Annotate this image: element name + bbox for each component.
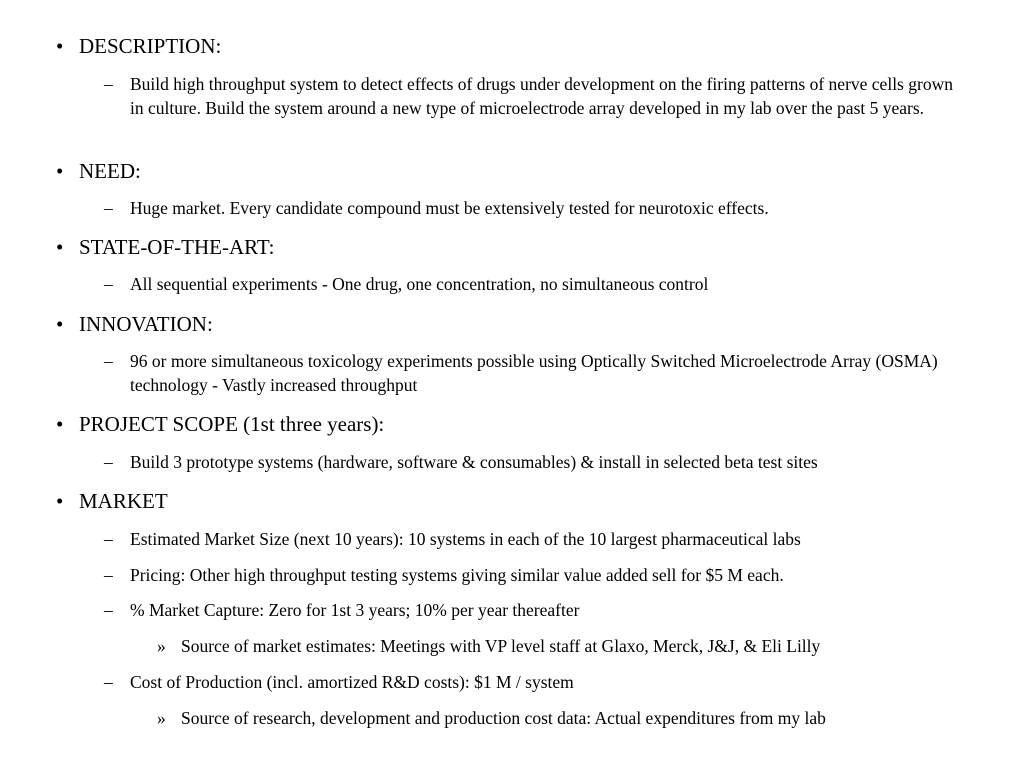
- innovation-text: 96 or more simultaneous toxicology experiments possible using Optically Switched Microelectrode Array (OSMA) technology - Vastly increased throughput: [130, 351, 938, 395]
- bullet-marker: •: [56, 235, 64, 259]
- heading-text: STATE-OF-THE-ART:: [79, 235, 275, 259]
- cost-of-production-item: [104, 670, 964, 694]
- state-of-the-art-text: All sequential experiments - One drug, one concentration, no simultaneous control: [130, 274, 709, 294]
- market-source-text: Source of market estimates: Meetings with VP level staff at Glaxo, Merck, J&J, & Eli Lilly: [181, 636, 821, 656]
- need-item: [104, 196, 964, 220]
- bullet-marker: •: [56, 312, 64, 336]
- heading-text: PROJECT SCOPE (1st three years):: [79, 412, 385, 436]
- dash-marker: –: [104, 274, 113, 294]
- project-scope-text: Build 3 prototype systems (hardware, software & consumables) & install in selected beta test sites: [130, 452, 818, 472]
- market-size-text: Estimated Market Size (next 10 years): 10 systems in each of the 10 largest pharmaceutical labs: [130, 529, 801, 549]
- heading-text: DESCRIPTION:: [79, 34, 222, 58]
- project-scope-item: [104, 450, 964, 474]
- heading-text: MARKET: [79, 489, 168, 513]
- bullet-marker: •: [56, 34, 64, 58]
- dash-marker: –: [104, 565, 113, 585]
- bullet-marker: •: [56, 489, 64, 513]
- market-capture-item: [104, 598, 964, 622]
- bullet-marker: •: [56, 159, 64, 183]
- chevron-marker: »: [157, 708, 166, 728]
- state-of-the-art-item: [104, 272, 964, 296]
- dash-marker: –: [104, 529, 113, 549]
- dash-marker: –: [104, 452, 113, 472]
- description-item: [104, 72, 964, 120]
- market-size-item: [104, 527, 964, 551]
- dash-marker: –: [104, 351, 113, 371]
- dash-marker: –: [104, 672, 113, 692]
- description-text: Build high throughput system to detect effects of drugs under development on the firing patterns of nerve cells grown in culture. Build the system around a new type of microelectrode array developed in my lab over the past 5 years.: [130, 74, 953, 118]
- dash-marker: –: [104, 600, 113, 620]
- pricing-text: Pricing: Other high throughput testing systems giving similar value added sell for $5 M each.: [130, 565, 784, 585]
- innovation-item: [104, 349, 964, 397]
- pricing-item: [104, 563, 964, 587]
- chevron-marker: »: [157, 636, 166, 656]
- cost-of-production-text: Cost of Production (incl. amortized R&D costs): $1 M / system: [130, 672, 574, 692]
- bullet-marker: •: [56, 412, 64, 436]
- heading-text: NEED:: [79, 159, 141, 183]
- dash-marker: –: [104, 74, 113, 94]
- heading-text: INNOVATION:: [79, 312, 213, 336]
- dash-marker: –: [104, 198, 113, 218]
- market-capture-text: % Market Capture: Zero for 1st 3 years; 10% per year thereafter: [130, 600, 580, 620]
- need-text: Huge market. Every candidate compound must be extensively tested for neurotoxic effects.: [130, 198, 769, 218]
- cost-source-text: Source of research, development and production cost data: Actual expenditures from my lab: [181, 708, 826, 728]
